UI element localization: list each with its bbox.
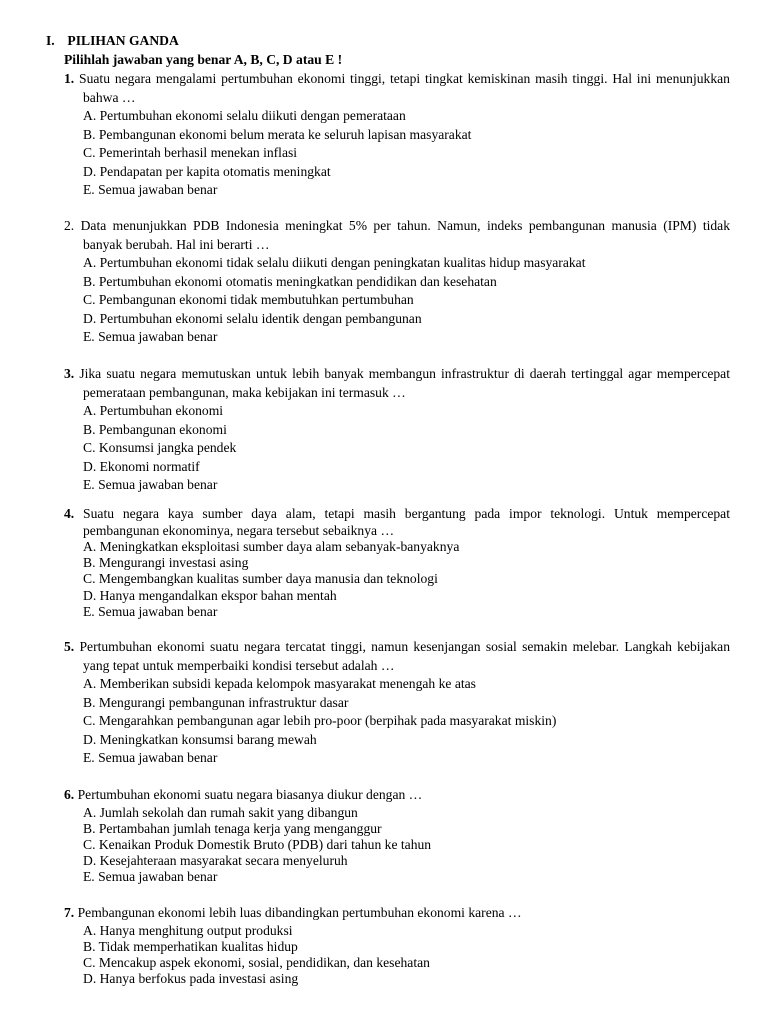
option-b: B. Pembangunan ekonomi: [83, 421, 227, 437]
option-b: B. Pertambahan jumlah tenaga kerja yang menganggur: [83, 820, 382, 836]
option-b: B. Pertumbuhan ekonomi otomatis meningkatkan pendidikan dan kesehatan: [83, 273, 497, 289]
question-text: Pertumbuhan ekonomi suatu negara tercatat tinggi, namun kesenjangan sosial semakin melebar. Langkah kebijakan yang tepat untuk memperbaiki kondisi tersebut adalah …: [79, 639, 730, 673]
question-5: [64, 638, 730, 768]
question-stem: [64, 70, 730, 107]
section-title: PILIHAN GANDA: [67, 33, 179, 48]
option-d: D. Kesejahteraan masyarakat secara menyeluruh: [83, 853, 348, 869]
section-roman-numeral: I.: [46, 33, 55, 48]
question-3: [64, 365, 730, 495]
option-c: C. Kenaikan Produk Domestik Bruto (PDB) dari tahun ke tahun: [83, 836, 432, 852]
option-b: B. Tidak memperhatikan kualitas hidup: [83, 938, 298, 954]
question-number: 5.: [64, 639, 75, 654]
question-4: [64, 506, 730, 620]
section-heading: [46, 33, 179, 49]
option-b: B. Pembangunan ekonomi belum merata ke seluruh lapisan masyarakat: [83, 126, 472, 142]
question-number: 7.: [64, 905, 75, 920]
option-e: E. Semua jawaban benar: [83, 182, 218, 197]
option-e: E. Semua jawaban benar: [83, 603, 218, 619]
question-number: 4.: [64, 506, 75, 521]
question-number: 2.: [64, 218, 75, 233]
option-a: A. Memberikan subsidi kepada kelompok masyarakat menengah ke atas: [83, 676, 476, 691]
question-text: Pertumbuhan ekonomi suatu negara biasanya diukur dengan …: [77, 787, 423, 802]
question-text: Pembangunan ekonomi lebih luas dibandingkan pertumbuhan ekonomi karena …: [77, 905, 522, 920]
option-e: E. Semua jawaban benar: [83, 750, 218, 765]
option-a: A. Pertumbuhan ekonomi: [83, 403, 224, 418]
question-number: 6.: [64, 787, 75, 802]
option-e: E. Semua jawaban benar: [83, 329, 218, 344]
option-list: [64, 539, 730, 620]
option-a: A. Jumlah sekolah dan rumah sakit yang dibangun: [83, 804, 358, 820]
option-e: E. Semua jawaban benar: [83, 477, 218, 492]
section-instruction: Pilihlah jawaban yang benar A, B, C, D atau E !: [64, 52, 343, 67]
question-text: Suatu negara kaya sumber daya alam, tetapi masih bergantung pada impor teknologi. Untuk mempercepat pembangunan ekonominya, negara tersebut sebaiknya …: [83, 506, 730, 538]
option-a: A. Hanya menghitung output produksi: [83, 922, 293, 938]
option-a: A. Pertumbuhan ekonomi selalu diikuti dengan pemerataan: [83, 108, 406, 123]
question-number: 1.: [64, 71, 75, 86]
option-c: C. Mengembangkan kualitas sumber daya manusia dan teknologi: [83, 571, 438, 587]
question-text: Data menunjukkan PDB Indonesia meningkat 5% per tahun. Namun, indeks pembangunan manusia (IPM) tidak banyak berubah. Hal ini berarti …: [80, 218, 730, 252]
question-number: 3.: [64, 366, 75, 381]
option-b: B. Mengurangi investasi asing: [83, 555, 249, 571]
option-c: C. Pembangunan ekonomi tidak membutuhkan pertumbuhan: [83, 292, 414, 307]
question-1: [64, 70, 730, 200]
option-d: D. Meningkatkan konsumsi barang mewah: [83, 731, 317, 747]
option-list: [64, 805, 730, 886]
option-d: D. Ekonomi normatif: [83, 458, 200, 474]
option-list: [64, 923, 730, 988]
option-d: D. Hanya berfokus pada investasi asing: [83, 971, 299, 987]
option-c: C. Mengarahkan pembangunan agar lebih pro-poor (berpihak pada masyarakat miskin): [83, 713, 557, 728]
option-b: B. Mengurangi pembangunan infrastruktur dasar: [83, 694, 349, 710]
option-e: E. Semua jawaban benar: [83, 869, 218, 885]
option-a: A. Meningkatkan eksploitasi sumber daya alam sebanyak-banyaknya: [83, 539, 460, 554]
option-d: D. Hanya mengandalkan ekspor bahan mentah: [83, 587, 337, 603]
question-6: [64, 786, 730, 886]
question-stem: [64, 638, 730, 675]
option-list: [64, 402, 730, 495]
question-stem: [64, 786, 730, 805]
question-stem: [64, 217, 730, 254]
question-stem: [64, 506, 730, 539]
question-text: Suatu negara mengalami pertumbuhan ekonomi tinggi, tetapi tingkat kemiskinan masih tinggi. Hal ini menunjukkan bahwa …: [79, 71, 730, 105]
option-list: [64, 675, 730, 768]
question-2: [64, 217, 730, 347]
question-text: Jika suatu negara memutuskan untuk lebih banyak membangun infrastruktur di daerah tertinggal agar mempercepat pemerataan pembangunan, maka kebijakan ini termasuk …: [79, 366, 730, 400]
option-c: C. Konsumsi jangka pendek: [83, 440, 237, 455]
option-list: [64, 107, 730, 200]
question-7: [64, 904, 730, 987]
option-a: A. Pertumbuhan ekonomi tidak selalu diikuti dengan peningkatan kualitas hidup masyarakat: [83, 255, 586, 270]
option-d: D. Pendapatan per kapita otomatis meningkat: [83, 163, 331, 179]
option-list: [64, 254, 730, 347]
option-c: C. Mencakup aspek ekonomi, sosial, pendidikan, dan kesehatan: [83, 954, 430, 970]
question-stem: [64, 904, 730, 923]
question-stem: [64, 365, 730, 402]
option-d: D. Pertumbuhan ekonomi selalu identik dengan pembangunan: [83, 310, 422, 326]
option-c: C. Pemerintah berhasil menekan inflasi: [83, 145, 298, 160]
